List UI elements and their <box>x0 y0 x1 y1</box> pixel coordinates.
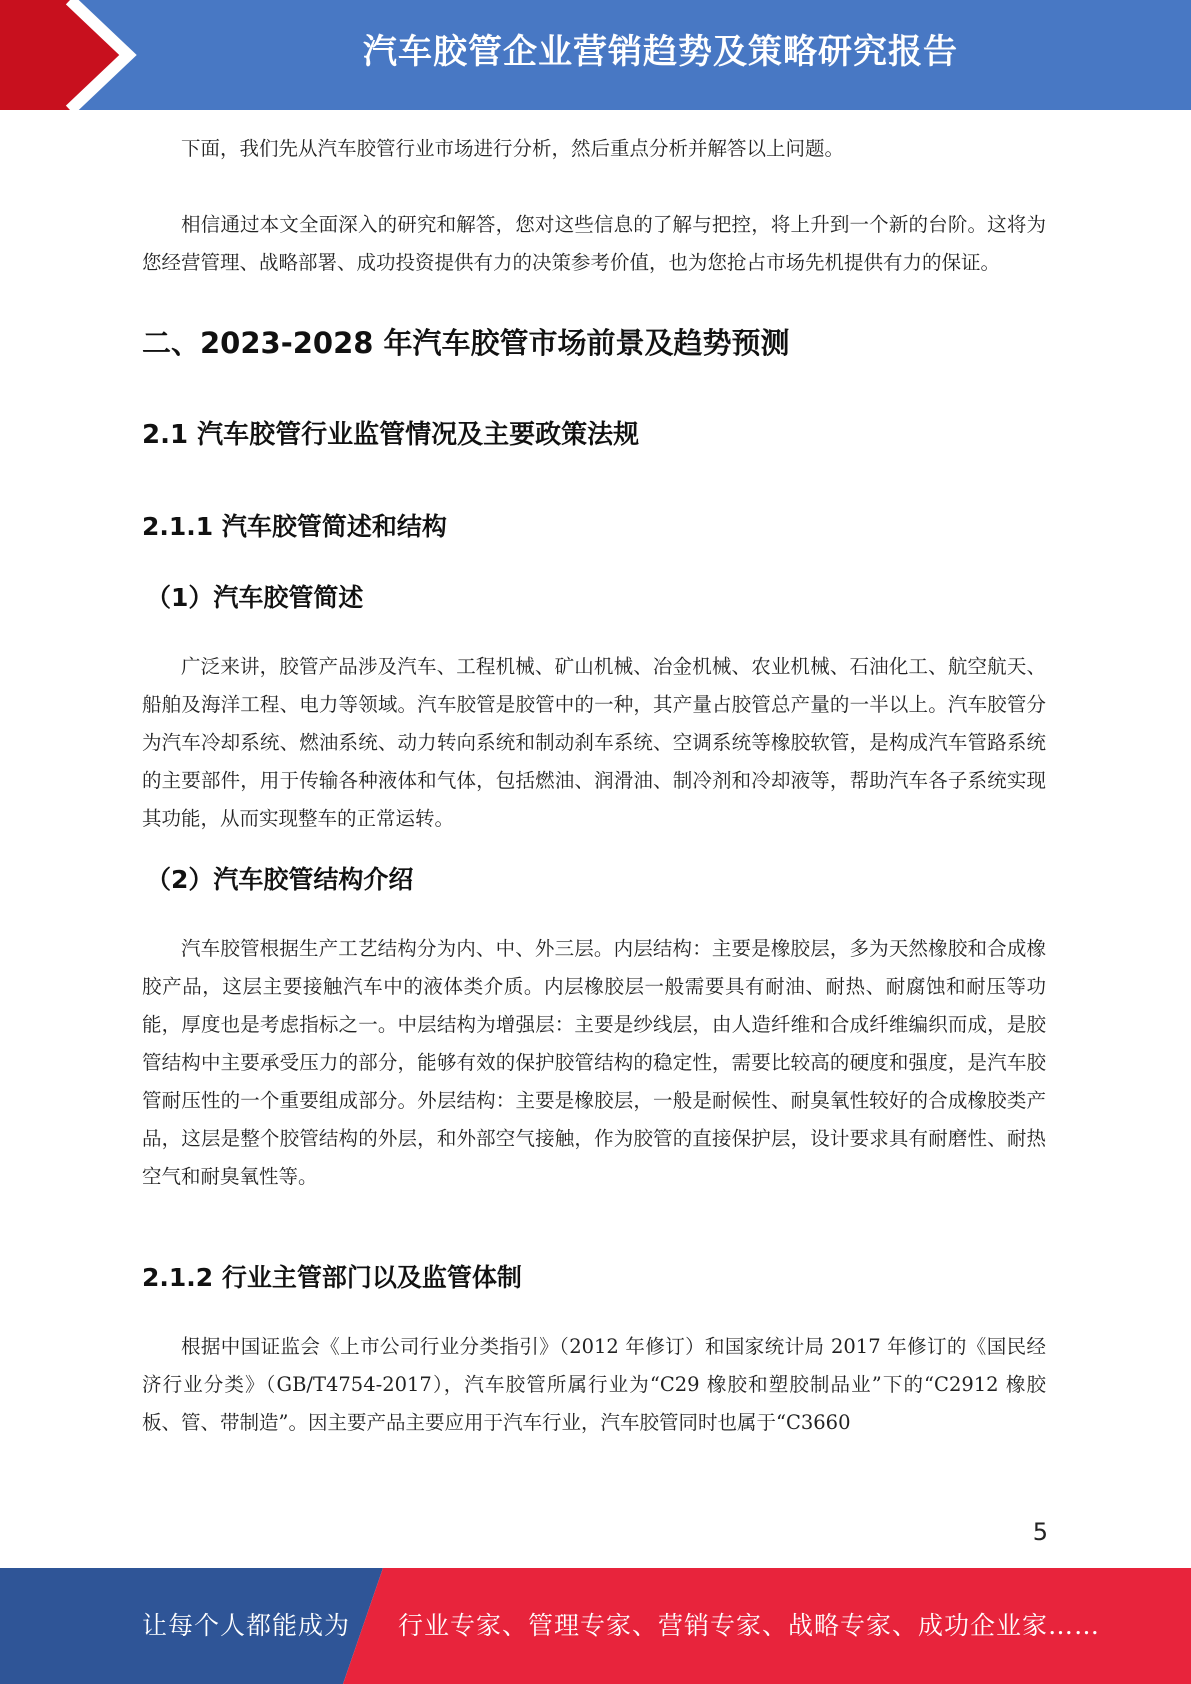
overview-paragraph: 广泛来讲，胶管产品涉及汽车、工程机械、矿山机械、冶金机械、农业机械、石油化工、航空航天、船舶及海洋工程、电力等领域。汽车胶管是胶管中的一种，其产量占胶管总产量的一半以上。汽车胶管分为汽车冷却系统、燃油系统、动力转向系统和制动刹车系统、空调系统等橡胶软管，是构成汽车管路系统的主要部件，用于传输各种液体和气体，包括燃油、润滑油、制冷剂和冷却液等，帮助汽车各子系统实现其功能，从而实现整车的正常运转。 <box>142 655 1046 830</box>
header-band <box>0 0 1191 110</box>
subsection-heading-2-1-2: 2.1.2 行业主管部门以及监管体制 <box>142 1263 522 1292</box>
regulation-paragraph: 根据中国证监会《上市公司行业分类指引》（2012 年修订）和国家统计局 2017 年修订的《国民经济行业分类》（GB/T4754-2017），汽车胶管所属行业为“C29 橡胶和塑胶制品业”下的“C2912 橡胶板、管、带制造”。因主要产品主要应用于汽车行业，汽车胶管同时也属于“C3660 <box>142 1335 1046 1434</box>
footer-slogan-left: 让每个人都能成为 <box>142 1611 351 1640</box>
footer-band <box>0 1568 1191 1684</box>
item-heading-structure: （2）汽车胶管结构介绍 <box>146 865 414 894</box>
subsection-heading-2-1: 2.1 汽车胶管行业监管情况及主要政策法规 <box>142 420 640 450</box>
item-heading-overview: （1）汽车胶管简述 <box>146 583 364 612</box>
main-content <box>142 130 1046 1442</box>
intro-paragraph-2: 相信通过本文全面深入的研究和解答，您对这些信息的了解与把控，将上升到一个新的台阶。这将为您经营管理、战略部署、成功投资提供有力的决策参考价值，也为您抢占市场先机提供有力的保证。 <box>142 213 1046 274</box>
section-heading: 二、2023-2028 年汽车胶管市场前景及趋势预测 <box>142 326 790 360</box>
subsection-heading-2-1-1: 2.1.1 汽车胶管简述和结构 <box>142 512 447 541</box>
footer-slogan-right: 行业专家、管理专家、营销专家、战略专家、成功企业家…… <box>398 1611 1101 1640</box>
report-title: 汽车胶管企业营销趋势及策略研究报告 <box>363 32 958 72</box>
page-number: 5 <box>1032 1518 1048 1546</box>
structure-paragraph: 汽车胶管根据生产工艺结构分为内、中、外三层。内层结构：主要是橡胶层，多为天然橡胶和合成橡胶产品，这层主要接触汽车中的液体类介质。内层橡胶层一般需要具有耐油、耐热、耐腐蚀和耐压等功能，厚度也是考虑指标之一。中层结构为增强层：主要是纱线层，由人造纤维和合成纤维编织而成，是胶管结构中主要承受压力的部分，能够有效的保护胶管结构的稳定性，需要比较高的硬度和强度，是汽车胶管耐压性的一个重要组成部分。外层结构：主要是橡胶层，一般是耐候性、耐臭氧性较好的合成橡胶类产品，这层是整个胶管结构的外层，和外部空气接触，作为胶管的直接保护层，设计要求具有耐磨性、耐热空气和耐臭氧性等。 <box>142 937 1046 1188</box>
intro-paragraph-1: 下面，我们先从汽车胶管行业市场进行分析，然后重点分析并解答以上问题。 <box>181 137 845 160</box>
